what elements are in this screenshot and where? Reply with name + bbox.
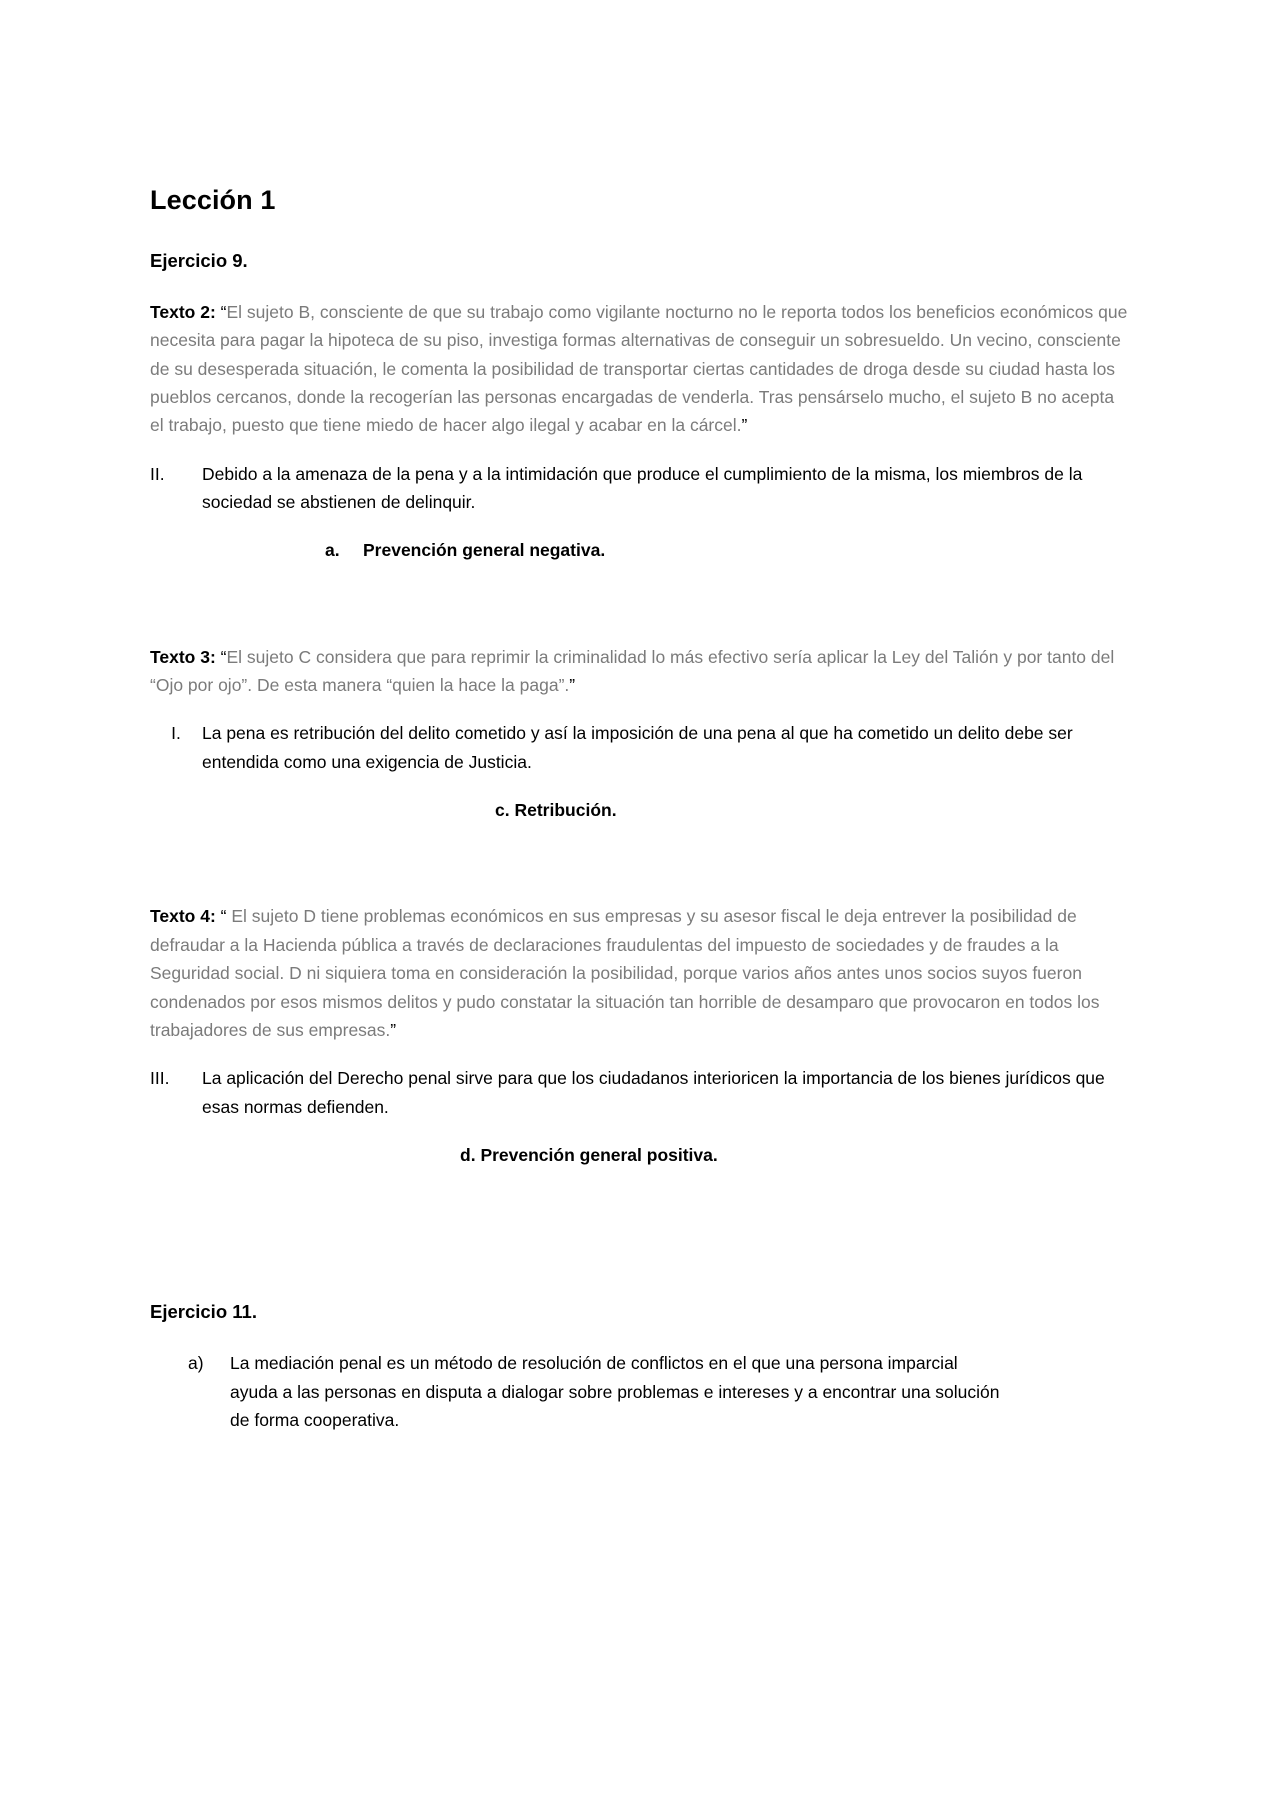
paragraph-lead-separator: :	[209, 302, 221, 322]
statement-text: Debido a la amenaza de la pena y a la intimidación que produce el cumplimiento de la misma, los miembros de la sociedad se abstienen de delinquir.	[202, 463, 1083, 513]
paragraph-text: El sujeto C considera que para reprimir la criminalidad lo más efectivo sería aplicar la Ley del Talión y por tanto del “Ojo por ojo”. De esta manera “quien la hace la paga”.	[150, 646, 1115, 696]
paragraph-texto-2	[150, 298, 1130, 440]
answer-letter: a.	[325, 540, 340, 561]
paragraph-texto-3	[150, 643, 1130, 700]
statement-marker: III.	[150, 1068, 170, 1089]
quote-close-mark: ”	[390, 1019, 397, 1040]
quote-close-mark: ”	[569, 675, 576, 696]
quote-open-mark: “	[220, 302, 227, 322]
page-title: Lección 1	[150, 185, 276, 215]
paragraph-text: El sujeto D tiene problemas económicos en sus empresas y su asesor fiscal le deja entrever la posibilidad de defraudar a la Hacienda pública a través de declaraciones fraudulentas del impuesto de sociedades y de fraudes a la Seguridad social. D ni siquiera toma en consideración la posibilidad, porque varios años antes unos socios suyos fueron condenados por esos mismos delitos y pudo constatar la situación tan horrible de desamparo que provocaron en todos los trabajadores de sus empresas.	[150, 906, 1100, 1040]
answer-text: Prevención general negativa.	[363, 540, 606, 561]
statement-text: La aplicación del Derecho penal sirve para que los ciudadanos interioricen la importancia de los bienes jurídicos que esas normas defienden.	[202, 1068, 1105, 1117]
paragraph-text: El sujeto B, consciente de que su trabajo como vigilante nocturno no le reporta todos los beneficios económicos que necesita para pagar la hipoteca de su piso, investiga formas alternativas de conseguir un sobresueldo. Un vecino, consciente de su desesperada situación, le comenta la posibilidad de transportar ciertas cantidades de droga desde su ciudad hasta los pueblos cercanos, donde la recogerían las personas encargadas de venderla. Tras pensárselo mucho, el sujeto B no acepta el trabajo, puesto que tiene miedo de hacer algo ilegal y acabar en la cárcel.	[150, 302, 1128, 436]
answer-text: Prevención general positiva.	[480, 1144, 718, 1165]
statement-row-iii	[150, 1064, 1130, 1121]
section-heading-ejercicio-11: Ejercicio 11.	[150, 1301, 257, 1323]
paragraph-lead-label: Texto 3	[150, 646, 210, 667]
answer-letter: d.	[460, 1144, 476, 1165]
paragraph-lead-separator: :	[209, 906, 221, 927]
list-item-text: La mediación penal es un método de resolución de conflictos en el que una persona imparcial ayuda a las personas en disputa a dialogar sobre problemas e intereses y a encontrar una solución de forma cooperativa.	[230, 1353, 1000, 1430]
list-item-marker: a)	[188, 1353, 204, 1374]
answer-retribucion	[495, 796, 1130, 824]
answer-letter: c.	[495, 800, 510, 821]
section-heading-ejercicio-9: Ejercicio 9.	[150, 250, 248, 271]
statement-row-i	[150, 719, 1130, 776]
statement-marker: II.	[150, 463, 165, 484]
paragraph-lead-separator: :	[209, 646, 221, 667]
answer-text: Retribución.	[514, 800, 617, 821]
answer-prevencion-general-negativa	[325, 536, 1130, 564]
quote-close-mark: ”	[741, 415, 748, 436]
statement-text: La pena es retribución del delito cometido y así la imposición de una pena al que ha cometido un delito debe ser entendida como una exigencia de Justicia.	[202, 723, 1073, 772]
list-item	[188, 1349, 1130, 1434]
paragraph-texto-4	[150, 902, 1130, 1044]
quote-open-mark: “	[220, 906, 232, 927]
paragraph-lead-label: Texto 4	[150, 906, 210, 927]
paragraph-lead-label: Texto 2	[150, 302, 210, 322]
spacer	[150, 844, 1130, 902]
quote-open-mark: “	[220, 646, 227, 667]
spacer	[150, 1189, 1130, 1297]
statement-row-ii	[150, 460, 1130, 517]
statement-marker: I.	[171, 723, 181, 744]
spacer	[150, 585, 1130, 643]
answer-prevencion-general-positiva	[460, 1141, 1130, 1169]
